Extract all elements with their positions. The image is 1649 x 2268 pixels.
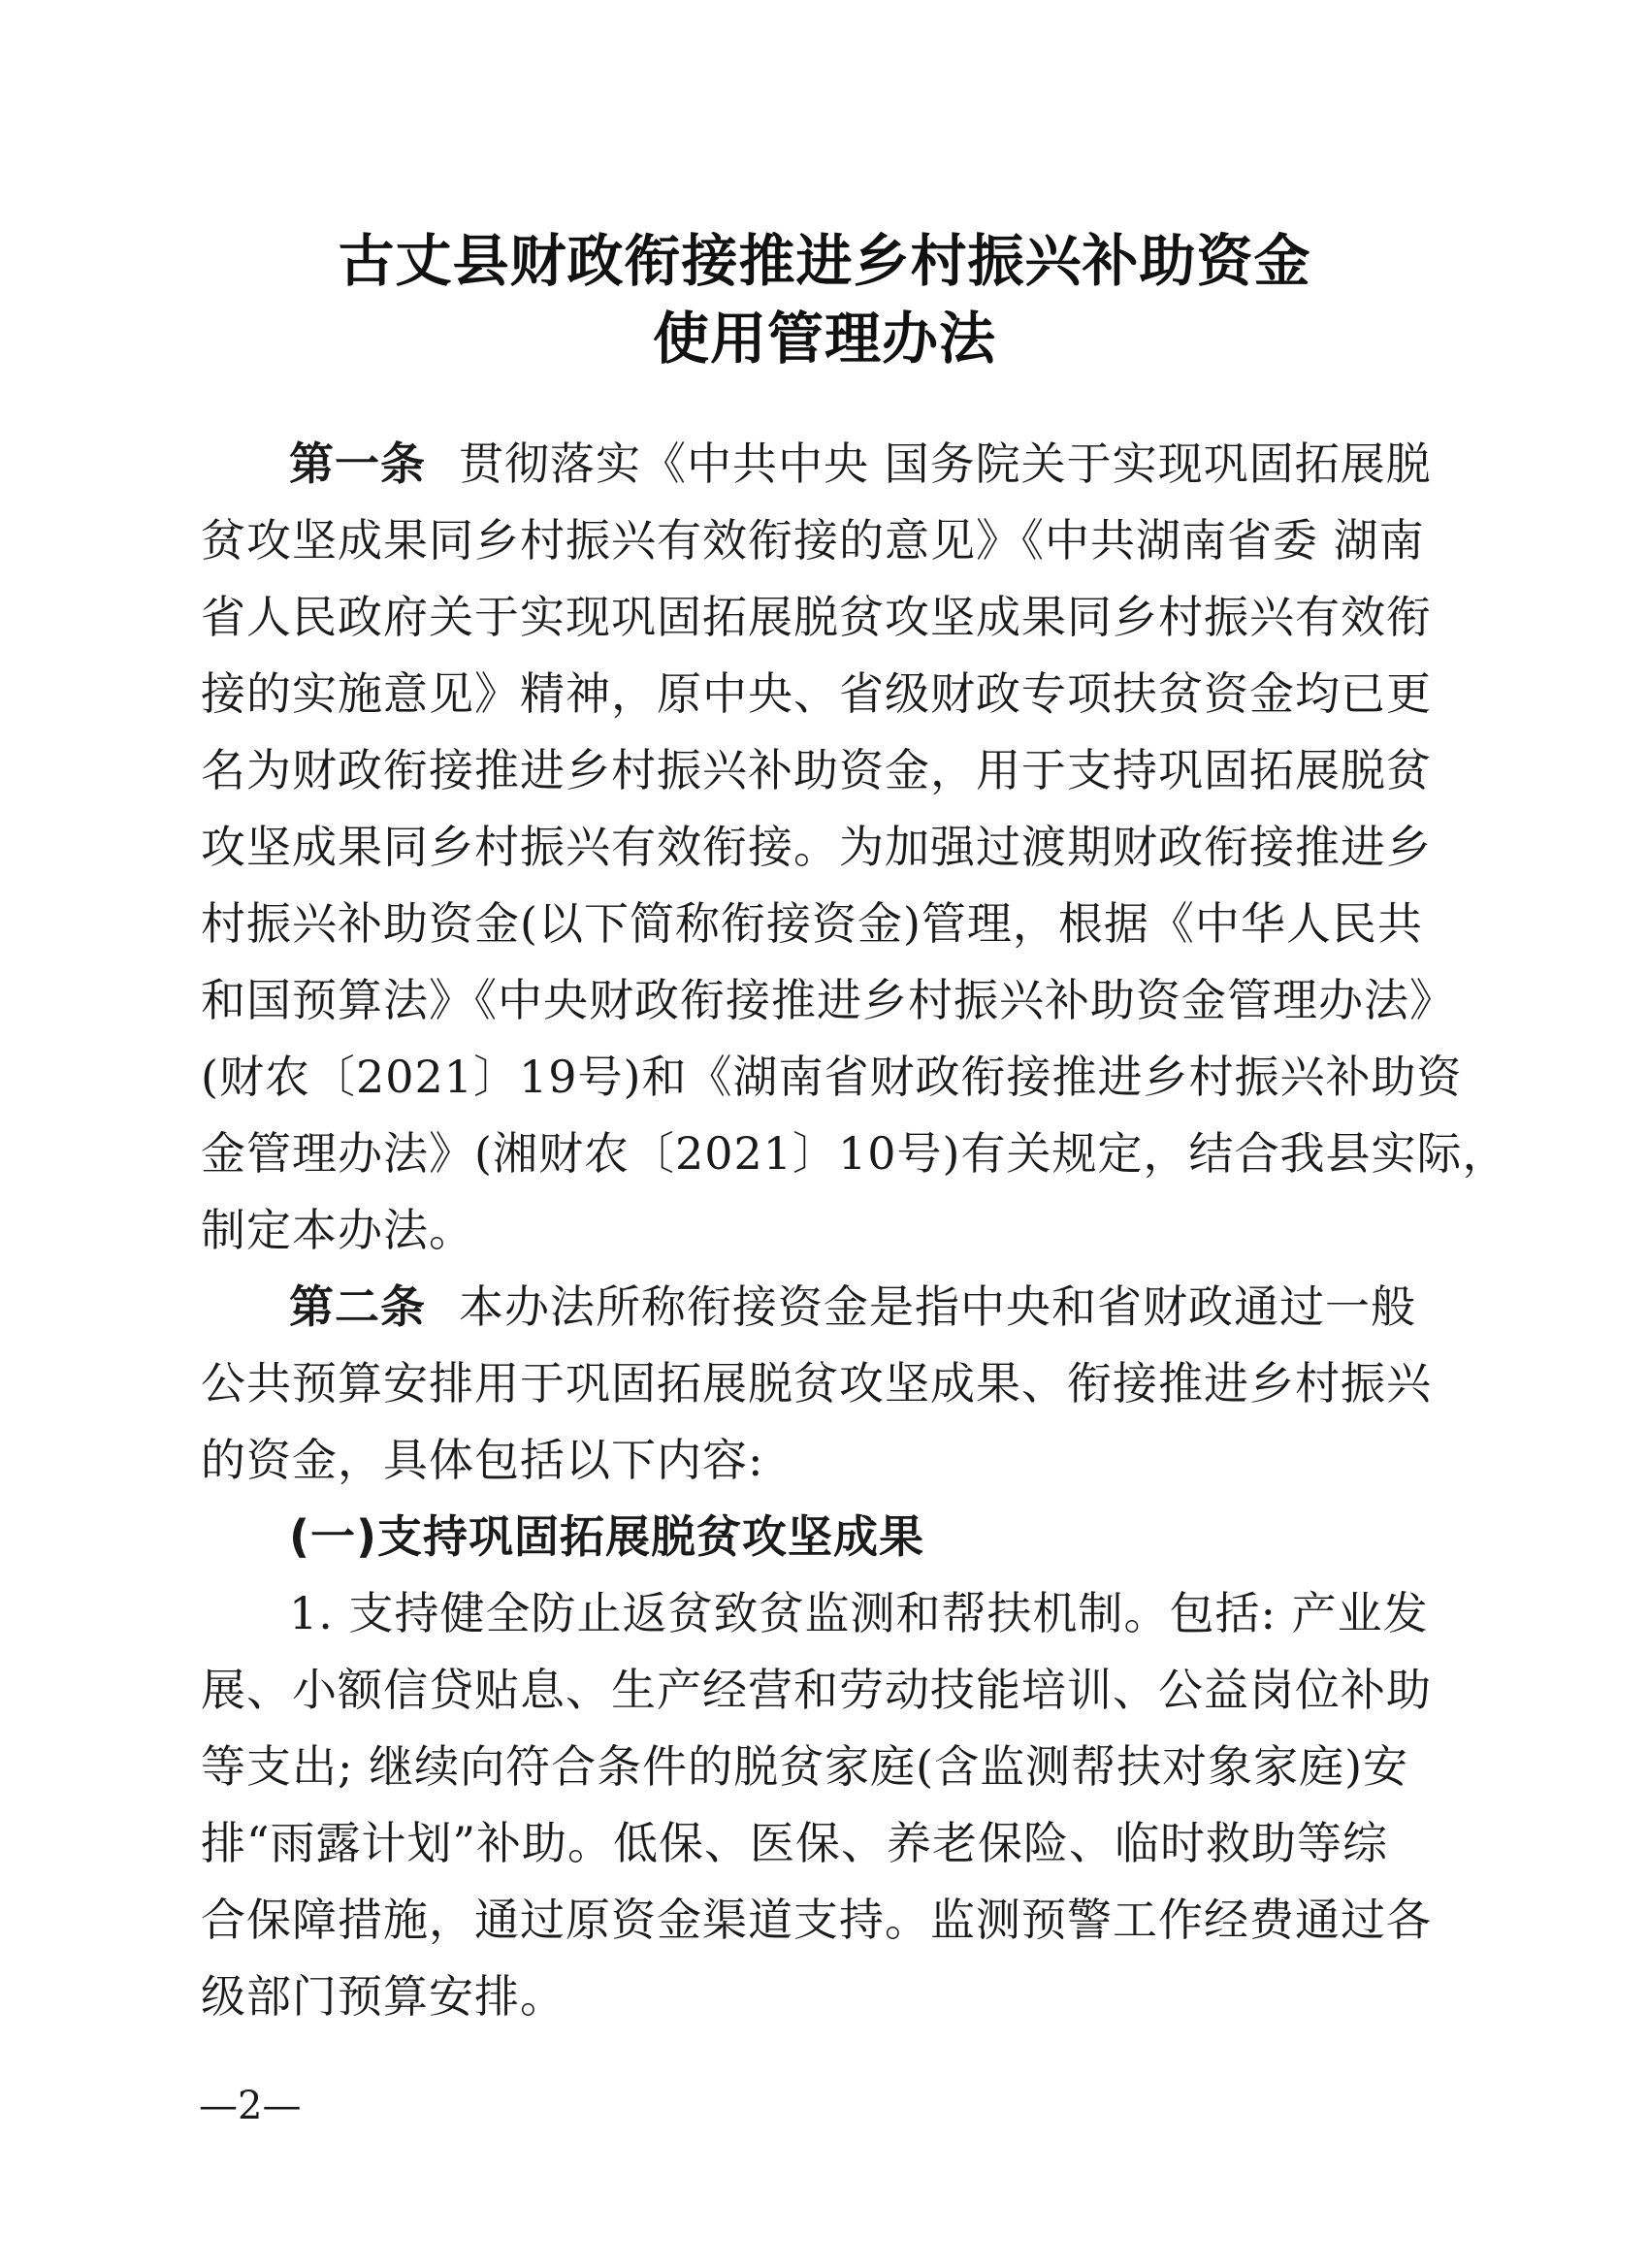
article-1-line-2: 贫攻坚成果同乡村振兴有效衔接的意见》《中共湖南省委 湖南 — [201, 514, 1425, 567]
item-1-line-3: 等支出; 继续向符合条件的脱贫家庭(含监测帮扶对象家庭)安 — [201, 1740, 1409, 1793]
article-1-line-5: 名为财政衔接推进乡村振兴补助资金，用于支持巩固拓展脱贫 — [201, 744, 1432, 796]
article-2-line-1: 第二条 本办法所称衔接资金是指中央和省财政通过一般 — [289, 1280, 1416, 1333]
item-1-line-5: 合保障措施，通过原资金渠道支持。监测预警工作经费通过各 — [201, 1894, 1432, 1946]
item-1-line-4: 排“雨露计划”补助。低保、医保、养老保险、临时救助等综 — [201, 1817, 1389, 1869]
article-1-line-6: 攻坚成果同乡村振兴有效衔接。为加强过渡期财政衔接推进乡 — [201, 821, 1432, 873]
article-1-line-11: 制定本办法。 — [201, 1204, 474, 1256]
article-1-line-8: 和国预算法》《中央财政衔接推进乡村振兴补助资金管理办法》 — [201, 974, 1455, 1026]
article-1-line-4: 接的实施意见》精神，原中央、省级财政专项扶贫资金均已更 — [201, 667, 1432, 720]
article-2-line-2: 公共预算安排用于巩固拓展脱贫攻坚成果、衔接推进乡村振兴 — [201, 1357, 1432, 1409]
document-title-line-2: 使用管理办法 — [652, 306, 996, 372]
article-1-line-9: (财农〔2021〕19号)和《湖南省财政衔接推进乡村振兴补助资 — [201, 1051, 1463, 1103]
section-1-heading: (一)支持巩固拓展脱贫攻坚成果 — [289, 1510, 925, 1563]
article-2-label: 第二条 — [289, 1280, 426, 1333]
article-2-line-3: 的资金，具体包括以下内容: — [201, 1434, 764, 1486]
article-1-line-7: 村振兴补助资金(以下简称衔接资金)管理，根据《中华人民共 — [201, 897, 1423, 950]
item-1-line-2: 展、小额信贷贴息、生产经营和劳动技能培训、公益岗位补助 — [201, 1664, 1432, 1716]
article-1-line-3: 省人民政府关于实现巩固拓展脱贫攻坚成果同乡村振兴有效衔 — [201, 591, 1432, 643]
page-number: —2— — [199, 2084, 302, 2128]
document-title-line-1: 古丈县财政衔接推进乡村振兴补助资金 — [338, 228, 1311, 294]
item-1-line-6: 级部门预算安排。 — [201, 1970, 566, 2023]
article-1-label: 第一条 — [289, 437, 426, 490]
article-1-line-1: 第一条 贯彻落实《中共中央 国务院关于实现巩固拓展脱 — [289, 437, 1432, 490]
item-1-line-1: 1. 支持健全防止返贫致贫监测和帮扶机制。包括: 产业发 — [289, 1587, 1429, 1639]
article-1-line-10: 金管理办法》(湘财农〔2021〕10号)有关规定，结合我县实际， — [201, 1127, 1508, 1180]
